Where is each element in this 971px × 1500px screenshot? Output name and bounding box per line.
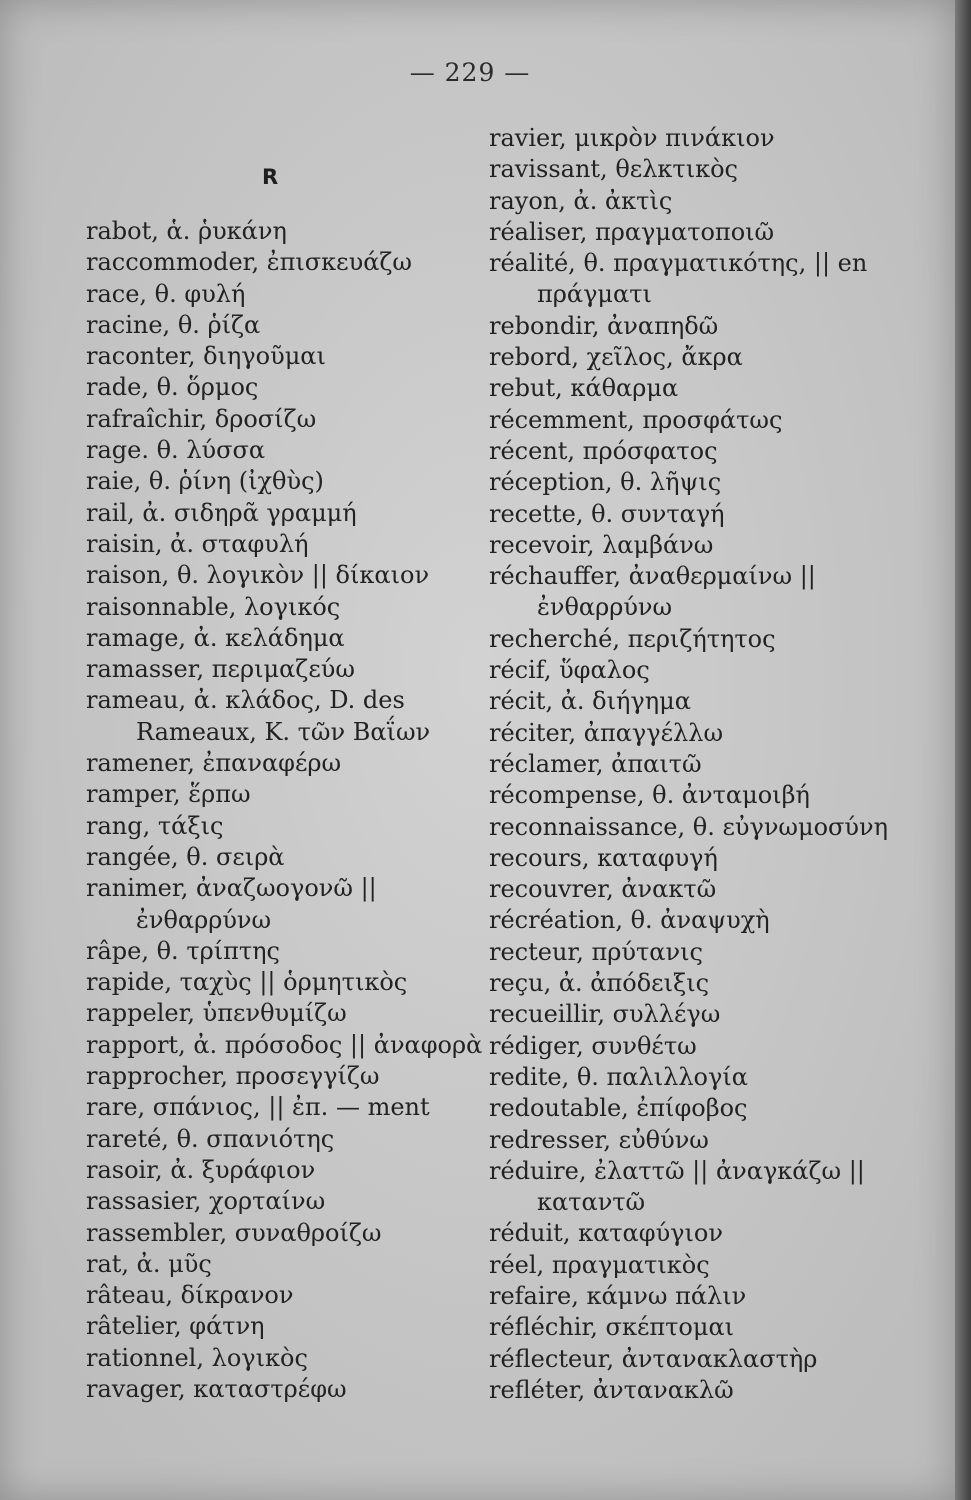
- entry-right-36: réflecteur, ἀντανακλαστὴρ: [489, 1344, 818, 1373]
- entry-left-21: râpe, θ. τρίπτης: [86, 936, 280, 965]
- entry-left-5: rade, θ. ὅρμος: [86, 373, 259, 402]
- book-edge: [955, 0, 971, 1500]
- left-column: [86, 216, 483, 1405]
- right-column: [489, 123, 888, 1406]
- entry-right-2: rayon, ἀ. ἀκτὶς: [489, 186, 673, 215]
- entry-left-3: racine, θ. ῥίζα: [86, 310, 261, 339]
- entry-left-12: raisonnable, λογικός: [86, 592, 341, 621]
- entry-left-2: race, θ. φυλή: [86, 279, 246, 308]
- entry-left-29: rassasier, χορταίνω: [86, 1187, 326, 1216]
- entry-right-3: réaliser, πραγματοποιῶ: [489, 217, 775, 246]
- entry-right-26: recueillir, συλλέγω: [489, 1000, 721, 1029]
- entry-right-10: réception, θ. λῆψις: [489, 468, 722, 497]
- entry-left-35: ravager, καταστρέφω: [86, 1374, 347, 1403]
- entry-left-4: raconter, διηγοῦμαι: [86, 342, 326, 371]
- entry-right-18: réclamer, ἀπαιτῶ: [489, 749, 702, 778]
- entry-left-20: ranimer, ἀναζωογονῶ || ἐνθαρρύνω: [86, 874, 377, 934]
- entry-right-17: réciter, ἀπαγγέλλω: [489, 718, 724, 747]
- entry-left-15: rameau, ἀ. κλάδος, D. des Rameaux, K. τῶν Βαΐων: [86, 686, 431, 746]
- entry-left-11: raison, θ. λογικὸν || δίκαιον: [86, 561, 430, 590]
- entry-left-32: râteau, δίκρανον: [86, 1281, 294, 1310]
- entry-right-34: refaire, κάμνω πάλιν: [489, 1281, 747, 1310]
- entry-right-22: recouvrer, ἀνακτῶ: [489, 875, 717, 904]
- entry-right-8: récemment, προσφάτως: [489, 405, 783, 434]
- entry-left-6: rafraîchir, δροσίζω: [86, 404, 317, 433]
- entry-left-18: rang, τάξις: [86, 811, 224, 840]
- entry-left-26: rare, σπάνιος, || ἐπ. — ment: [86, 1093, 430, 1122]
- entry-right-0: ravier, μικρὸν πινάκιον: [489, 124, 775, 152]
- entry-right-23: récréation, θ. ἀναψυχὴ: [489, 906, 770, 935]
- entry-right-33: réel, πραγματικὸς: [489, 1250, 710, 1279]
- entry-left-27: rareté, θ. σπανιότης: [86, 1124, 335, 1153]
- entry-left-13: ramage, ἀ. κελάδημα: [86, 623, 345, 652]
- entry-right-15: récif, ὕφαλος: [489, 656, 650, 685]
- entry-left-22: rapide, ταχὺς || ὁρμητικὸς: [86, 968, 408, 997]
- entry-right-6: rebord, χεῖλος, ἄκρα: [489, 343, 743, 372]
- entry-right-13: réchauffer, ἀναθερμαίνω || ἐνθαρρύνω: [489, 562, 816, 622]
- entry-left-23: rappeler, ὑπενθυμίζω: [86, 999, 347, 1028]
- entry-right-9: récent, πρόσφατος: [489, 436, 718, 465]
- entry-right-14: recherché, περιζήτητος: [489, 624, 776, 653]
- entry-right-31: réduire, ἐλαττῶ || ἀναγκάζω || καταντῶ: [489, 1156, 865, 1217]
- page-number: — 229 —: [409, 58, 531, 87]
- entry-right-28: redite, θ. παλιλλογία: [489, 1062, 748, 1091]
- entry-left-30: rassembler, συναθροίζω: [86, 1218, 382, 1247]
- entry-left-19: rangée, θ. σειρὰ: [86, 842, 285, 871]
- section-letter: R: [262, 165, 279, 189]
- entry-right-27: rédiger, συνθέτω: [489, 1031, 697, 1060]
- entry-left-0: rabot, ἁ. ῥυκάνη: [86, 217, 287, 245]
- entry-left-7: rage. θ. λύσσα: [86, 436, 266, 465]
- entry-right-7: rebut, κάθαρμα: [489, 374, 679, 403]
- entry-right-30: redresser, εὐθύνω: [489, 1125, 709, 1154]
- entry-right-35: réfléchir, σκέπτομαι: [489, 1313, 735, 1342]
- entry-left-24: rapport, ἀ. πρόσοδος || ἀναφορὰ: [86, 1030, 483, 1059]
- entry-left-8: raie, θ. ῥίνη (ἰχθὺς): [86, 467, 324, 496]
- entry-right-20: reconnaissance, θ. εὐγνωμοσύνη: [489, 812, 888, 841]
- entry-right-24: recteur, πρύτανις: [489, 937, 703, 966]
- entry-right-21: recours, καταφυγή: [489, 843, 718, 872]
- entry-left-17: ramper, ἕρπω: [86, 780, 251, 809]
- entry-right-11: recette, θ. συνταγή: [489, 499, 725, 528]
- entry-left-31: rat, ἀ. μῦς: [86, 1249, 212, 1278]
- entry-right-19: récompense, θ. ἀνταμοιβή: [489, 781, 810, 810]
- entry-right-1: ravissant, θελκτικὸς: [489, 155, 738, 184]
- entry-left-9: rail, ἀ. σιδηρᾶ γραμμή: [86, 498, 357, 527]
- entry-right-16: récit, ἀ. διήγημα: [489, 687, 691, 716]
- entry-left-14: ramasser, περιμαζεύω: [86, 655, 355, 684]
- entry-right-37: refléter, ἀντανακλῶ: [489, 1375, 734, 1404]
- entry-right-5: rebondir, ἀναπηδῶ: [489, 311, 719, 340]
- entry-right-4: réalité, θ. πραγματικότης, || en πράγματι: [489, 249, 868, 309]
- entry-left-33: râtelier, φάτνη: [86, 1312, 265, 1341]
- entry-left-16: ramener, ἐπαναφέρω: [86, 749, 342, 778]
- entry-right-29: redoutable, ἐπίφοβος: [489, 1094, 748, 1123]
- entry-left-28: rasoir, ἀ. ξυράφιον: [86, 1155, 316, 1184]
- entry-left-10: raisin, ἀ. σταφυλή: [86, 529, 309, 558]
- entry-right-32: réduit, καταφύγιον: [489, 1219, 723, 1248]
- entry-right-25: reçu, ἀ. ἀπόδειξις: [489, 969, 710, 998]
- entry-left-25: rapprocher, προσεγγίζω: [86, 1062, 380, 1091]
- entry-left-1: raccommoder, ἐπισκευάζω: [86, 248, 412, 277]
- entry-right-12: recevoir, λαμβάνω: [489, 530, 714, 559]
- entry-left-34: rationnel, λογικὸς: [86, 1343, 308, 1372]
